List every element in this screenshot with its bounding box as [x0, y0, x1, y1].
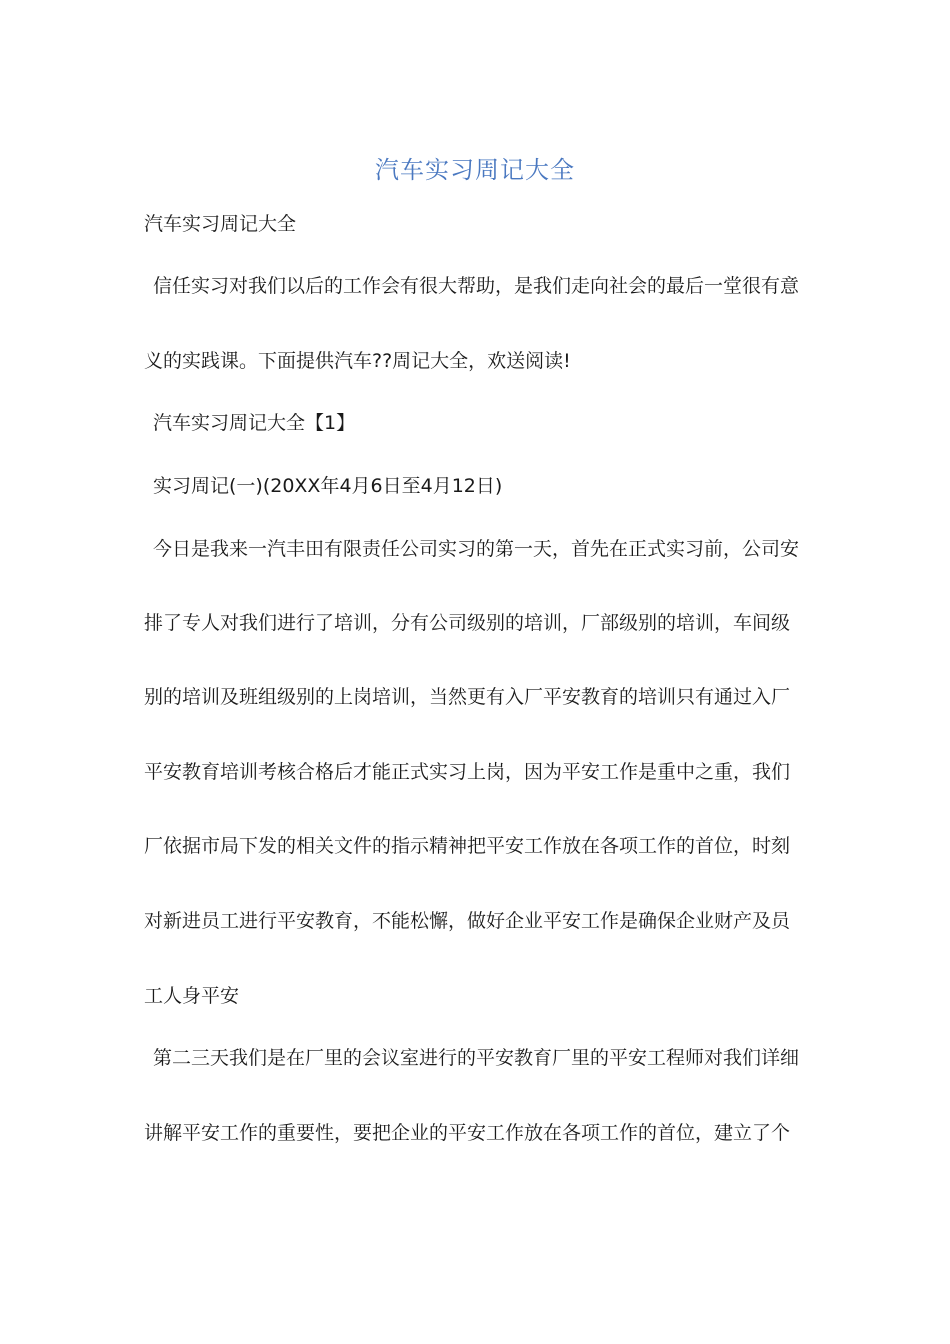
paragraph-line: 讲解平安工作的重要性，要把企业的平安工作放在各项工作的首位，建立了个 — [144, 1122, 791, 1144]
section-heading: 汽车实习周记大全【1】 — [153, 412, 356, 434]
paragraph-line: 对新进员工进行平安教育，不能松懈，做好企业平安工作是确保企业财产及员 — [144, 910, 791, 932]
paragraph-line: 义的实践课。下面提供汽车??周记大全，欢送阅读! — [144, 350, 571, 372]
paragraph-line: 信任实习对我们以后的工作会有很大帮助，是我们走向社会的最后一堂很有意 — [153, 275, 800, 297]
paragraph-line: 别的培训及班组级别的上岗培训，当然更有入厂平安教育的培训只有通过入厂 — [144, 686, 791, 708]
paragraph-line: 排了专人对我们进行了培训，分有公司级别的培训，厂部级别的培训，车间级 — [144, 612, 791, 634]
subtitle-line: 汽车实习周记大全 — [144, 213, 297, 235]
paragraph-line: 平安教育培训考核合格后才能正式实习上岗，因为平安工作是重中之重，我们 — [144, 761, 791, 783]
paragraph-line: 今日是我来一汽丰田有限责任公司实习的第一天，首先在正式实习前，公司安 — [153, 538, 800, 560]
weekly-heading: 实习周记(一)(20XX年4月6日至4月12日) — [153, 475, 503, 497]
paragraph-line: 工人身平安 — [144, 985, 240, 1007]
paragraph-line: 第二三天我们是在厂里的会议室进行的平安教育厂里的平安工程师对我们详细 — [153, 1047, 800, 1069]
paragraph-line: 厂依据市局下发的相关文件的指示精神把平安工作放在各项工作的首位，时刻 — [144, 835, 791, 857]
document-title: 汽车实习周记大全 — [375, 156, 575, 184]
